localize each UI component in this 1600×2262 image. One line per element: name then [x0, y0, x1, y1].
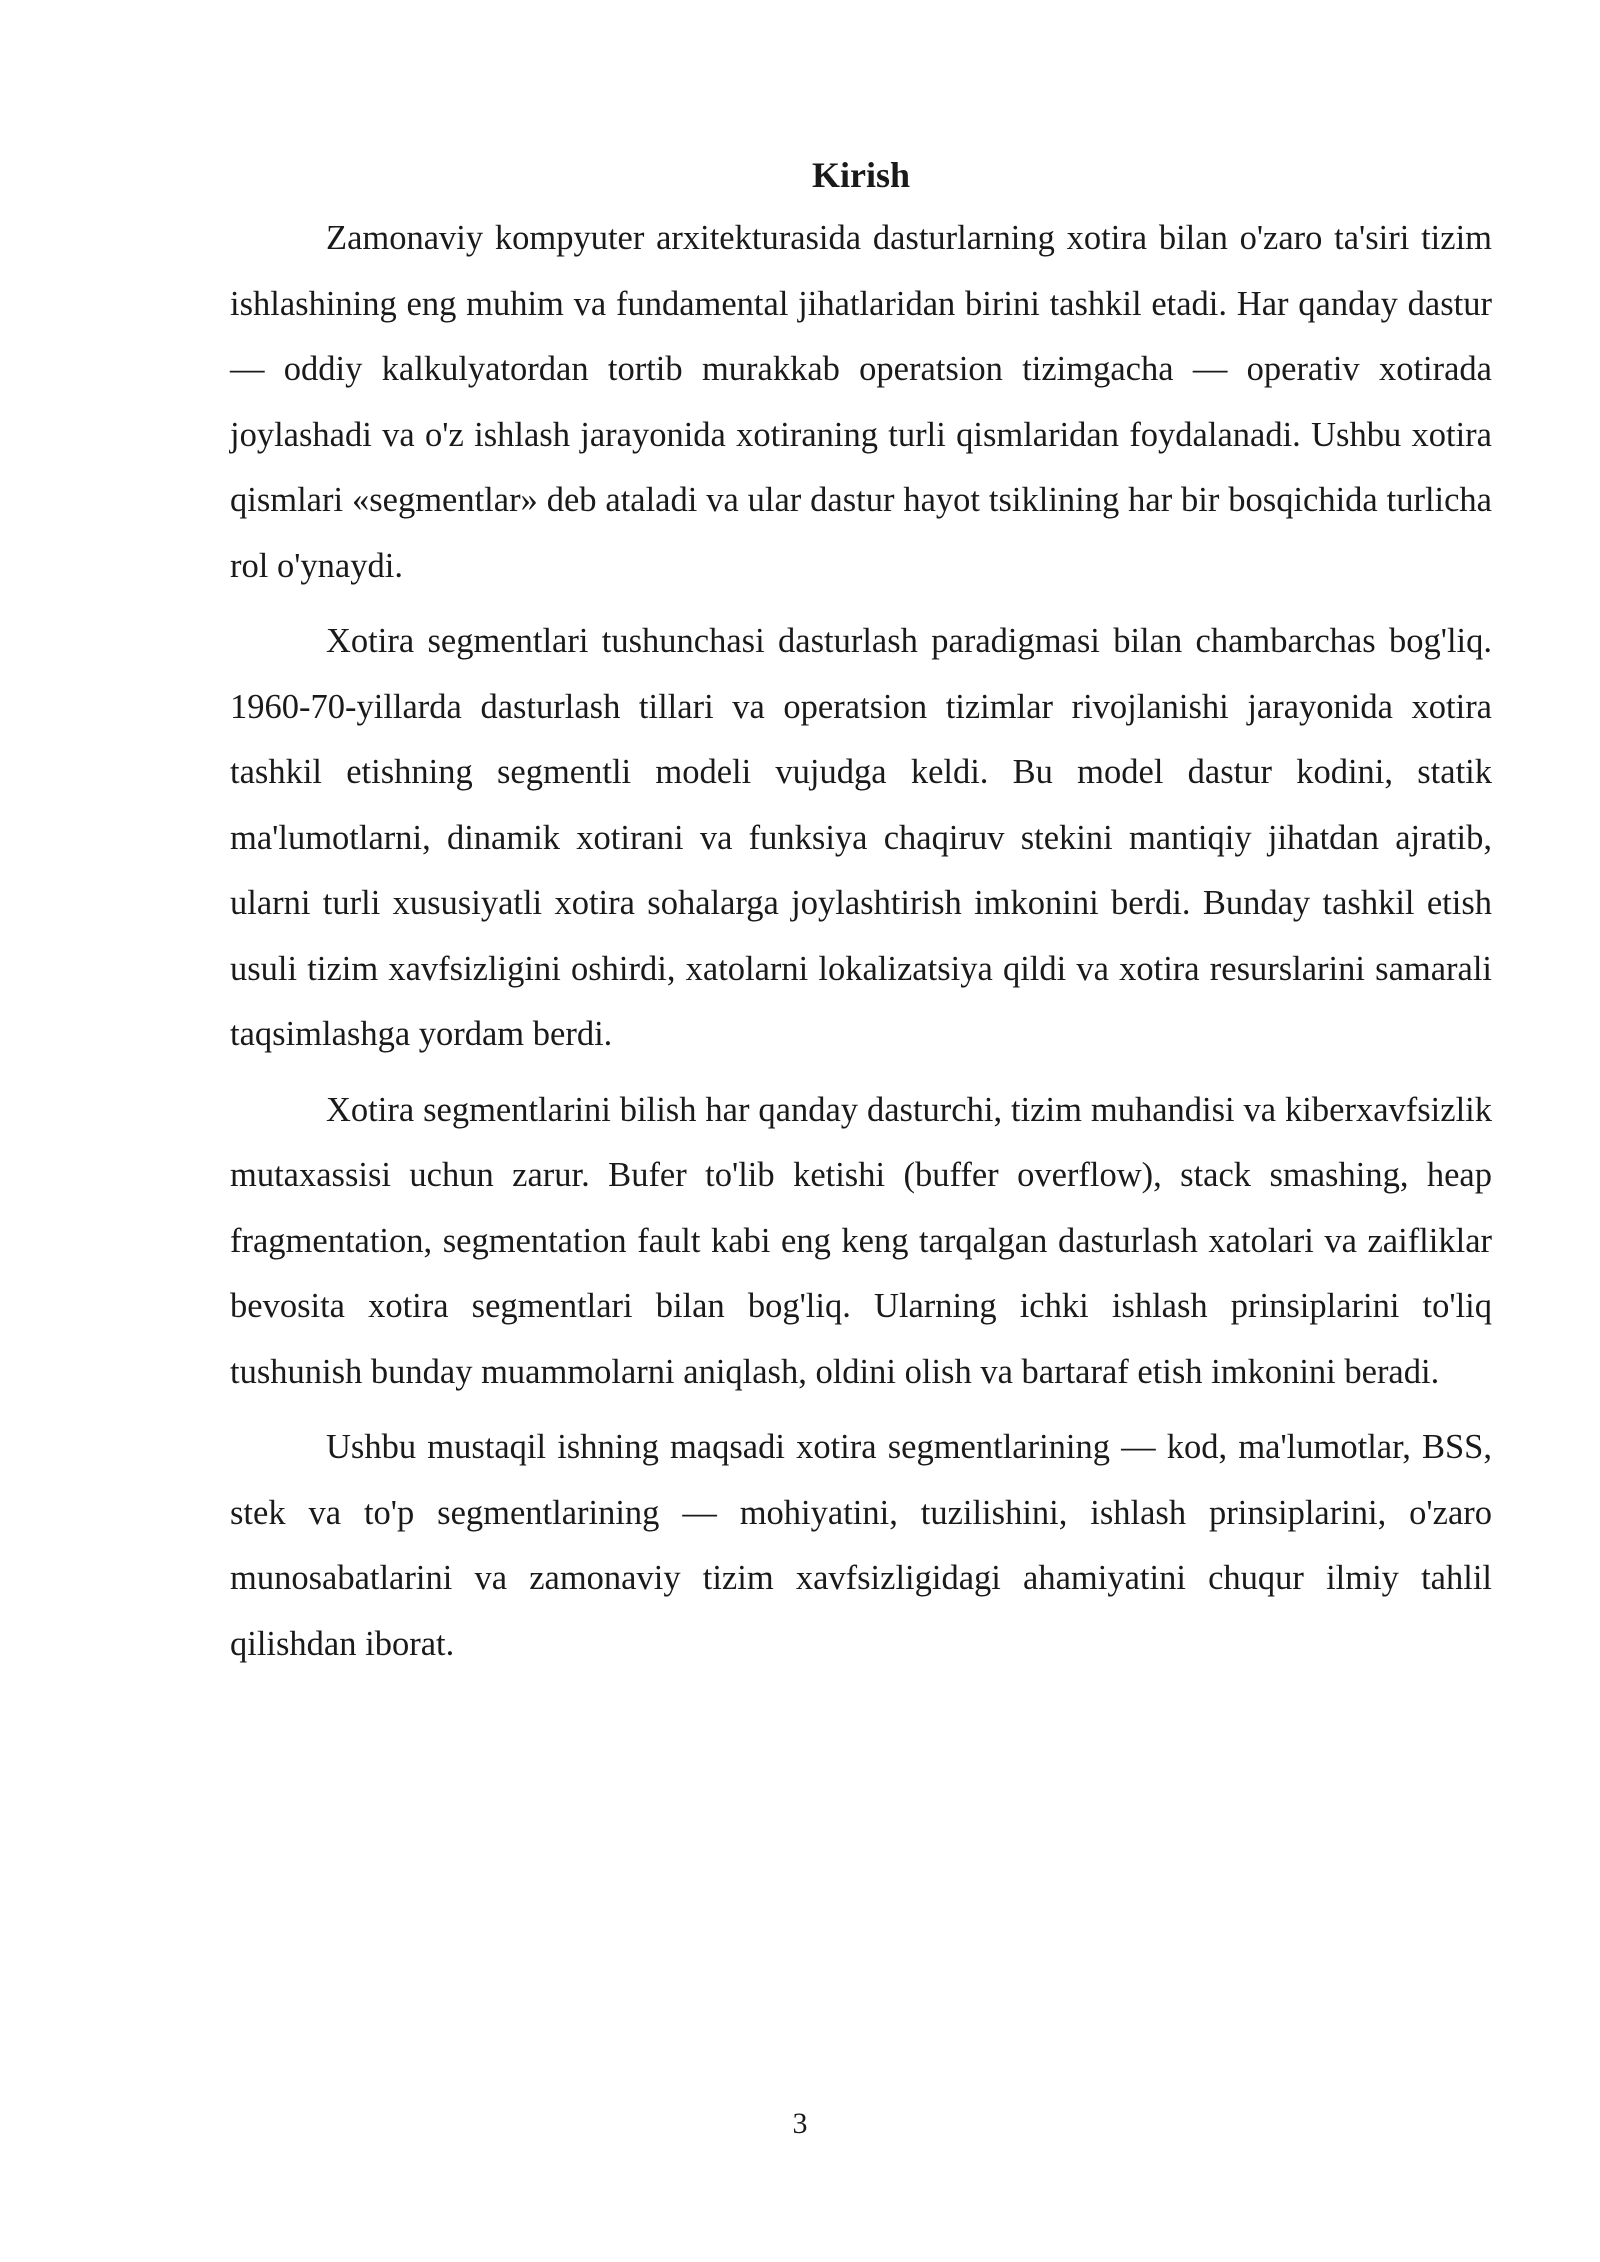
paragraph-2: Xotira segmentlari tushunchasi dasturlash paradigmasi bilan chambarchas bog'liq. 1960-70-yillarda dasturlash tillari va operatsion tizimlar rivojlanishi jarayonida xotira tashkil etishning segmentli modeli vujudga keldi. Bu model dastur kodini, statik ma'lumotlarni, dinamik xotirani va funksiya chaqiruv stekini mantiqiy jihatdan ajratib, ularni turli xususiyatli xotira sohalarga joylashtirish imkonini berdi. Bunday tashkil etish usuli tizim xavfsizligini oshirdi, xatolarni lokalizatsiya qildi va xotira resurslarini samarali taqsimlashga yordam berdi.	[230, 622, 1492, 1053]
page-content	[230, 148, 1492, 1687]
paragraph-4: Ushbu mustaqil ishning maqsadi xotira segmentlarining — kod, ma'lumotlar, BSS, stek va to'p segmentlarining — mohiyatini, tuzilishini, ishlash prinsiplarini, o'zaro munosabatlarini va zamonaviy tizim xavfsizligidagi ahamiyatini chuqur ilmiy tahlil qilishdan iborat.	[230, 1428, 1492, 1663]
section-heading: Kirish	[811, 155, 910, 195]
page-number: 3	[792, 2107, 808, 2140]
paragraph-1: Zamonaviy kompyuter arxitekturasida dasturlarning xotira bilan o'zaro ta'siri tizim ishlashining eng muhim va fundamental jihatlaridan birini tashkil etadi. Har qanday dastur — oddiy kalkulyatordan tortib murakkab operatsion tizimgacha — operativ xotirada joylashadi va o'z ishlash jarayonida xotiraning turli qismlaridan foydalanadi. Ushbu xotira qismlari «segmentlar» deb ataladi va ular dastur hayot tsiklining har bir bosqichida turlicha rol o'ynaydi.	[230, 219, 1492, 585]
paragraph-3: Xotira segmentlarini bilish har qanday dasturchi, tizim muhandisi va kiberxavfsizlik mutaxassisi uchun zarur. Bufer to'lib ketishi (buffer overflow), stack smashing, heap fragmentation, segmentation fault kabi eng keng tarqalgan dasturlash xatolari va zaifliklar bevosita xotira segmentlari bilan bog'liq. Ularning ichki ishlash prinsiplarini to'liq tushunish bunday muammolarni aniqlash, oldini olish va bartaraf etish imkonini beradi.	[230, 1090, 1492, 1391]
